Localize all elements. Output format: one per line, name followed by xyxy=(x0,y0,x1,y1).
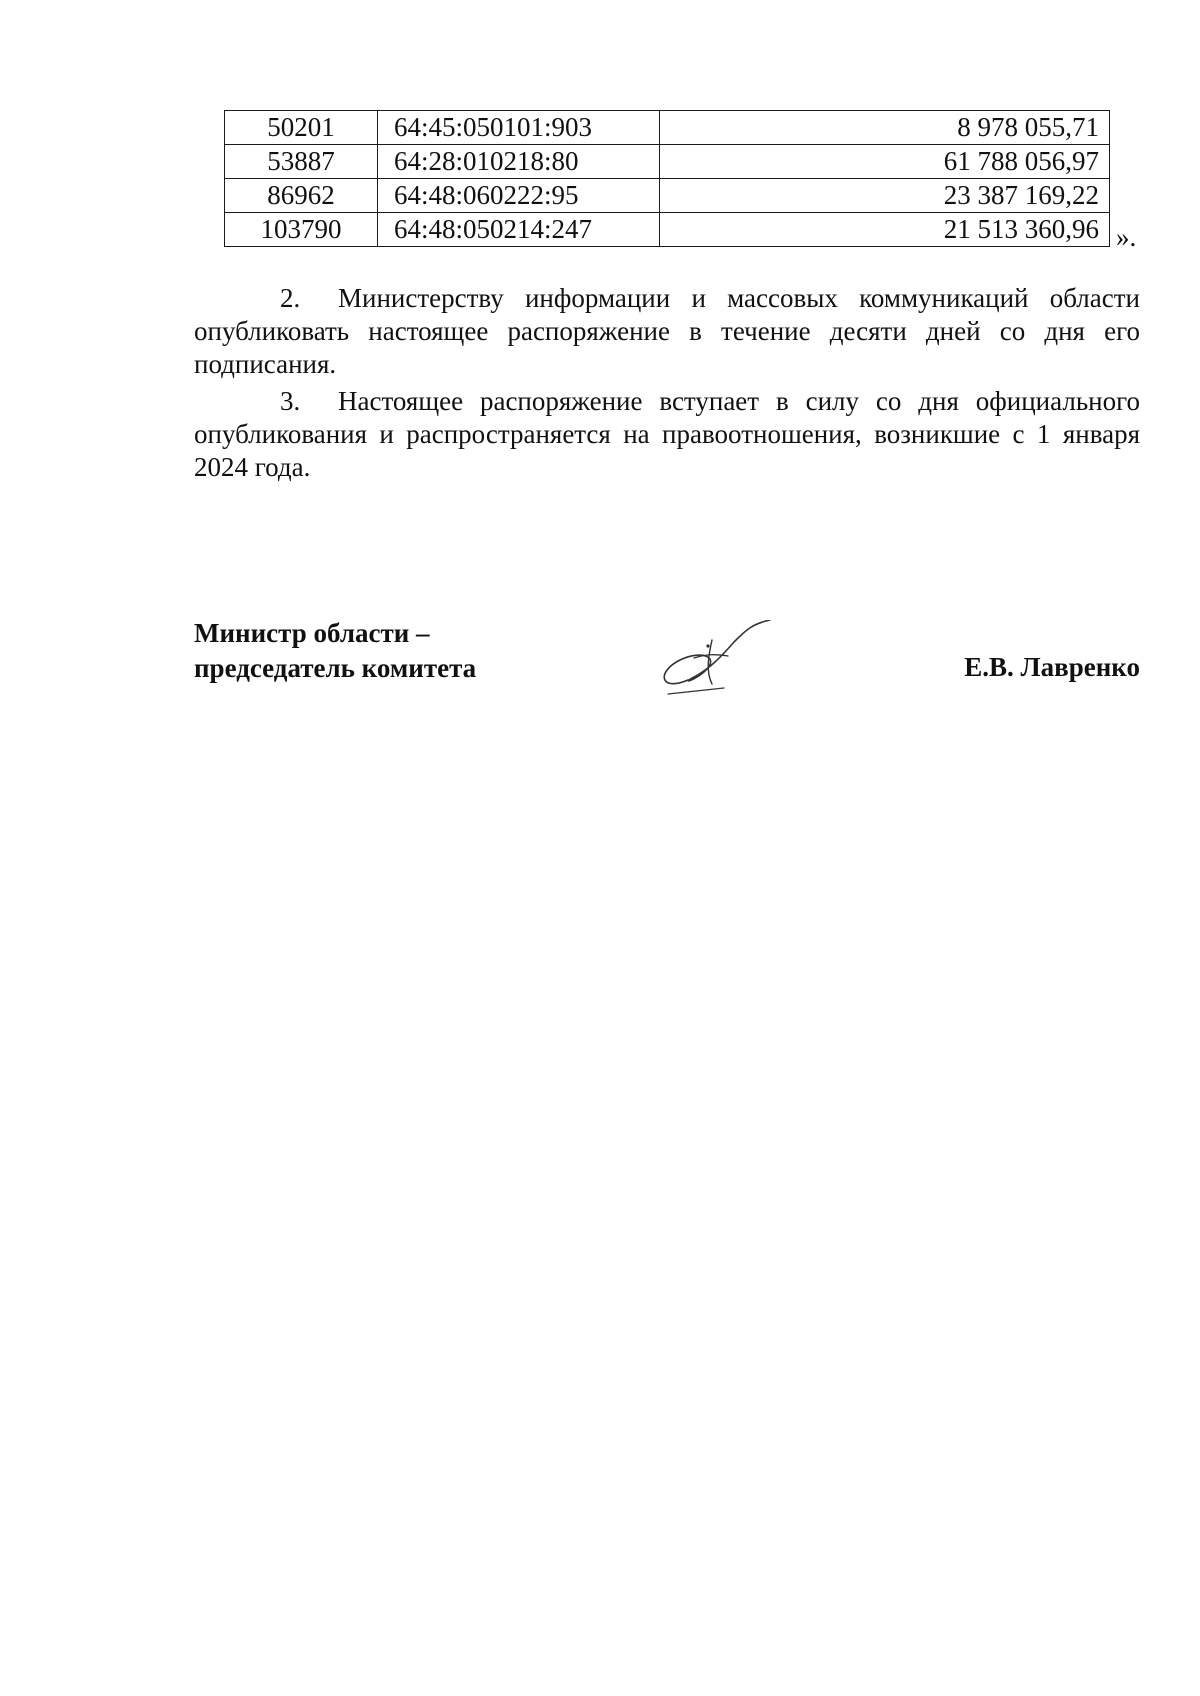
cadastral-number-cell: 64:48:050214:247 xyxy=(378,213,660,247)
paragraph-2 xyxy=(194,282,1140,381)
table-row xyxy=(225,145,1110,179)
object-id-cell: 53887 xyxy=(225,145,378,179)
paragraph-2-text: Министерству информации и массовых коммуникаций области опубликовать настоящее распоряжение в течение десяти дней со дня его подписания. xyxy=(194,283,1140,379)
cadastral-value-cell: 8 978 055,71 xyxy=(660,111,1110,145)
paragraph-3-text: Настоящее распоряжение вступает в силу со дня официального опубликования и распространяется на правоотношения, возникшие с 1 января 2024 года. xyxy=(194,386,1140,482)
object-id-cell: 86962 xyxy=(225,179,378,213)
paragraph-3 xyxy=(194,385,1140,484)
cadastral-value-table xyxy=(224,110,1110,247)
table-row xyxy=(225,213,1110,247)
table-row xyxy=(225,111,1110,145)
object-id-cell: 50201 xyxy=(225,111,378,145)
handwritten-signature xyxy=(650,620,780,700)
paragraph-2-number: 2. xyxy=(280,283,301,313)
signatory-title-line1: Министр области – xyxy=(194,618,430,648)
signatory-name: Е.В. Лавренко xyxy=(964,652,1140,682)
signatory-title xyxy=(194,616,476,686)
table-row xyxy=(225,179,1110,213)
cadastral-number-cell: 64:28:010218:80 xyxy=(378,145,660,179)
signatory-title-line2: председатель комитета xyxy=(194,653,477,683)
object-id-cell: 103790 xyxy=(225,213,378,247)
paragraph-3-number: 3. xyxy=(280,386,301,416)
cadastral-value-cell: 21 513 360,96 xyxy=(660,213,1110,247)
closing-quote: ». xyxy=(1116,222,1137,252)
cadastral-number-cell: 64:48:060222:95 xyxy=(378,179,660,213)
cadastral-value-cell: 61 788 056,97 xyxy=(660,145,1110,179)
cadastral-number-cell: 64:45:050101:903 xyxy=(378,111,660,145)
cadastral-value-cell: 23 387 169,22 xyxy=(660,179,1110,213)
